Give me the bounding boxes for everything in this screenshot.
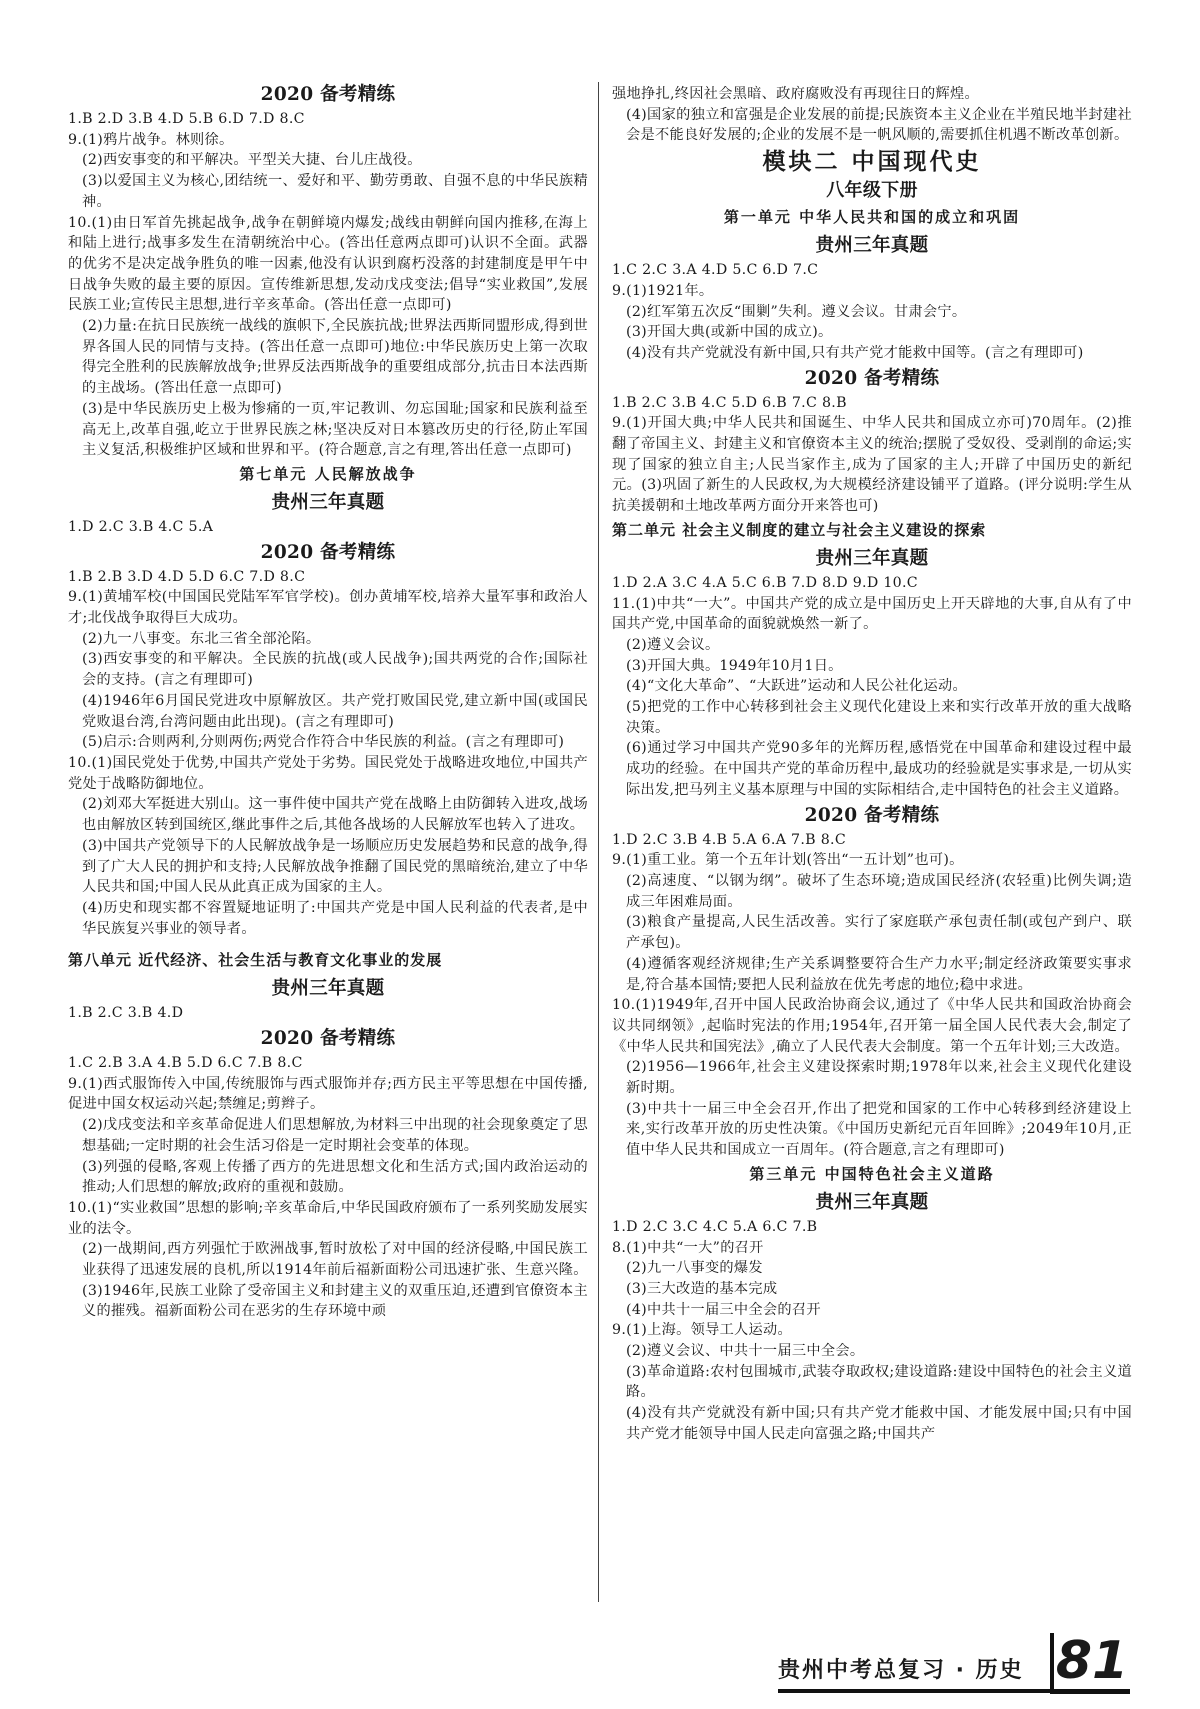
answer-line: (3)三大改造的基本完成	[626, 1280, 778, 1297]
heading: 八年级下册	[826, 180, 918, 202]
answer-line: (4)没有共产党就没有新中国,只有共产党才能救中国等。(言之有理即可)	[626, 344, 1084, 361]
answer-line: 9.(1)1921年。	[612, 282, 714, 299]
answer-line: (3)革命道路:农村包围城市,武装夺取政权;建设道路:建设中国特色的社会主义道路。	[626, 1363, 1132, 1401]
heading: 第七单元 人民解放战争	[239, 464, 417, 483]
heading: 2020 备考精练	[804, 367, 940, 389]
answer-line: (2)红军第五次反“围剿”失利。遵义会议。甘肃会宁。	[626, 303, 967, 320]
answer-line: (3)开国大典。1949年10月1日。	[626, 657, 843, 674]
answer-line: 8.(1)中共“一大”的召开	[612, 1239, 764, 1256]
answer-line: 9.(1)重工业。第一个五年计划(答出“一五计划”也可)。	[612, 852, 964, 869]
answer-line: (4)中共十一届三中全会的召开	[626, 1301, 821, 1318]
column-divider	[598, 82, 599, 1602]
answer-line: 9.(1)西式服饰传入中国,传统服饰与西式服饰并存;西方民主平等思想在中国传播,促进中国女权运动兴起;禁缠足;剪辫子。	[68, 1075, 588, 1113]
heading: 2020 备考精练	[260, 1028, 396, 1050]
answer-line: 1.C 2.B 3.A 4.B 5.D 6.C 7.B 8.C	[68, 1055, 303, 1072]
heading: 第二单元 社会主义制度的建立与社会主义建设的探索	[612, 520, 987, 539]
heading: 第三单元 中国特色社会主义道路	[749, 1164, 995, 1183]
answer-line: 10.(1)1949年,召开中国人民政治协商会议,通过了《中华人民共和国政治协商会议共同纲领》,起临时宪法的作用;1954年,召开第一届全国人民代表大会,制定了《中华人民共和国宪法》,确立了人民代表大会制度。第一个五年计划;三大改造。	[612, 997, 1132, 1055]
answer-line: (2)九一八事变的爆发	[626, 1260, 763, 1277]
heading: 第一单元 中华人民共和国的成立和巩固	[723, 208, 1021, 227]
answer-line: 1.D 2.C 3.B 4.B 5.A 6.A 7.B 8.C	[612, 831, 847, 848]
answer-line: (5)启示:合则两利,分则两伤;两党合作符合中华民族的利益。(言之有理即可)	[82, 734, 565, 751]
heading: 贵州三年真题	[815, 1191, 929, 1213]
answer-line: (4)没有共产党就没有新中国;只有共产党才能救中国、才能发展中国;只有中国共产党才能领导中国人民走向富强之路;中国共产	[626, 1405, 1132, 1442]
heading: 2020 备考精练	[260, 84, 396, 105]
heading: 2020 备考精练	[804, 804, 940, 826]
answer-line: (3)中国共产党领导下的人民解放战争是一场顺应历史发展趋势和民意的战争,得到了广大人民的拥护和支持;人民解放战争推翻了国民党的黑暗统治,建立了中华人民共和国;中国人民从此真正成为国家的主人。	[82, 837, 588, 896]
heading: 第八单元 近代经济、社会生活与教育文化事业的发展	[68, 951, 443, 970]
answer-line: (6)通过学习中国共产党90多年的光辉历程,感悟党在中国革命和建设过程中最成功的经验。在中国共产党的革命历程中,最成功的经验就是实事求是,一切从实际出发,把马列主义基本原理与中国的实际相结合,走中国特色的社会主义道路。	[626, 740, 1132, 798]
answer-line: 10.(1)国民党处于优势,中国共产党处于劣势。国民党处于战略进攻地位,中国共产党处于战略防御地位。	[68, 754, 588, 792]
answer-line: (4)历史和现实都不容置疑地证明了:中国共产党是中国人民利益的代表者,是中华民族复兴事业的领导者。	[82, 899, 588, 937]
answer-line: (2)遵义会议、中共十一届三中全会。	[626, 1343, 865, 1360]
answer-line: (3)列强的侵略,客观上传播了西方的先进思想文化和生活方式;国内政治运动的推动;人们思想的解放;政府的重视和鼓励。	[82, 1158, 588, 1196]
answer-line: (3)开国大典(或新中国的成立)。	[626, 324, 833, 341]
answer-line: 1.B 2.B 3.D 4.D 5.D 6.C 7.D 8.C	[68, 568, 306, 585]
footer-title: 贵州中考总复习 · 历史	[778, 1658, 1024, 1683]
answer-line: 10.(1)“实业救国”思想的影响;辛亥革命后,中华民国政府颁布了一系列奖励发展实业的法令。	[68, 1199, 588, 1237]
heading: 模块二 中国现代史	[762, 148, 982, 176]
left-column	[68, 80, 588, 1322]
heading: 贵州三年真题	[815, 547, 929, 569]
answer-line: 11.(1)中共“一大”。中国共产党的成立是中国历史上开天辟地的大事,自从有了中国共产党,中国革命的面貌就焕然一新了。	[612, 595, 1132, 633]
answer-line: (4)遵循客观经济规律;生产关系调整要符合生产力水平;制定经济政策要实事求是,符合基本国情;要把人民利益放在优先考虑的地位;稳中求进。	[626, 955, 1132, 993]
answer-line: (4)1946年6月国民党进攻中原解放区。共产党打败国民党,建立新中国(或国民党败退台湾,台湾问题由此出现)。(言之有理即可)	[82, 692, 588, 730]
answer-line: 1.D 2.C 3.B 4.C 5.A	[68, 518, 214, 535]
answer-line: (4)“文化大革命”、“大跃进”运动和人民公社化运动。	[626, 678, 967, 695]
answer-line: 9.(1)开国大典;中华人民共和国诞生、中华人民共和国成立亦可)70周年。(2)推翻了帝国主义、封建主义和官僚资本主义的统治;摆脱了受奴役、受剥削的命运;实现了国家的独立自主;人民当家作主,成为了国家的主人;开辟了中国历史的新纪元。(3)巩固了新生的人民政权,为大规模经济建设铺平了道路。(评分说明:学生从抗美援朝和土地改革两方面分开来答也可)	[612, 415, 1132, 515]
answer-line: (3)中共十一届三中全会召开,作出了把党和国家的工作中心转移到经济建设上来,实行改革开放的历史性决策。《中国历史新纪元百年回眸》;2049年10月,正值中华人民共和国成立一百周年。(符合题意,言之有理即可)	[626, 1100, 1132, 1159]
answer-line: (4)国家的独立和富强是企业发展的前提;民族资本主义企业在半殖民地半封建社会是不能良好发展的;企业的发展不是一帆风顺的,需要抓住机遇不断改革创新。	[626, 106, 1132, 144]
answer-line: (2)一战期间,西方列强忙于欧洲战事,暂时放松了对中国的经济侵略,中国民族工业获得了迅速发展的良机,所以1914年前后福新面粉公司迅速扩张、生意兴隆。	[82, 1241, 588, 1279]
answer-line: (3)1946年,民族工业除了受帝国主义和封建主义的双重压迫,还遭到官僚资本主义的摧残。福新面粉公司在恶劣的生存环境中顽	[82, 1282, 588, 1320]
answer-line: 9.(1)鸦片战争。林则徐。	[68, 131, 234, 148]
spacer	[68, 939, 588, 947]
answer-line: (5)把党的工作中心转移到社会主义现代化建设上来和实行改革开放的重大战略决策。	[626, 699, 1132, 736]
answer-line: (3)是中华民族历史上极为惨痛的一页,牢记教训、勿忘国耻;国家和民族利益至高无上,改革自强,屹立于世界民族之林;坚决反对日本篡改历史的行径,防止军国主义复活,积极维护区域和世界和平。(符合题意,言之有理,答出任意一点即可)	[82, 400, 588, 459]
heading: 贵州三年真题	[271, 978, 385, 1000]
right-column	[612, 84, 1132, 1445]
footer-rule	[778, 1689, 1050, 1693]
heading: 贵州三年真题	[815, 235, 929, 257]
answer-line: (2)戊戌变法和辛亥革命促进人们思想解放,为材料三中出现的社会现象奠定了思想基础;一定时期的社会生活习俗是一定时期社会变革的体现。	[82, 1117, 588, 1154]
heading: 2020 备考精练	[260, 541, 396, 563]
answer-line: (3)西安事变的和平解决。全民族的抗战(或人民战争);国共两党的合作;国际社会的支持。(言之有理即可)	[82, 651, 588, 689]
answer-line: 1.D 2.A 3.C 4.A 5.C 6.B 7.D 8.D 9.D 10.C	[612, 574, 918, 591]
answer-line: 1.B 2.C 3.B 4.C 5.D 6.B 7.C 8.B	[612, 394, 847, 411]
answer-line: 1.B 2.D 3.B 4.D 5.B 6.D 7.D 8.C	[68, 111, 305, 127]
answer-line: 10.(1)由日军首先挑起战争,战争在朝鲜境内爆发;战线由朝鲜向国内推移,在海上和陆上进行;战事多发生在清朝统治中心。(答出任意两点即可)认识不全面。武器的优劣不是决定战争胜负的唯一因素,他没有认识到腐朽没落的封建制度是甲午中日战争失败的最主要的原因。宣传维新思想,发动戊戌变法;倡导“实业救国”,发展民族工业;宣传民主思想,进行辛亥革命。(答出任意一点即可)	[68, 214, 588, 314]
answer-line: 1.D 2.C 3.C 4.C 5.A 6.C 7.B	[612, 1218, 818, 1235]
answer-line: 强地挣扎,终因社会黑暗、政府腐败没有再现往日的辉煌。	[612, 86, 979, 102]
answer-line: 1.C 2.C 3.A 4.D 5.C 6.D 7.C	[612, 262, 819, 279]
answer-line: (2)西安事变的和平解决。平型关大捷、台儿庄战役。	[82, 152, 422, 169]
page-footer	[778, 1633, 1138, 1697]
answer-line: (3)以爱国主义为核心,团结统一、爱好和平、勤劳勇敢、自强不息的中华民族精神。	[82, 173, 588, 210]
answer-line: 9.(1)上海。领导工人运动。	[612, 1322, 793, 1339]
answer-line: (2)力量:在抗日民族统一战线的旗帜下,全民族抗战;世界法西斯同盟形成,得到世界各国人民的同情与支持。(答出任意一点即可)地位:中华民族历史上第一次取得完全胜利的民族解放战争;世界反法西斯战争的重要组成部分,抗击日本法西斯的主战场。(答出任意一点即可)	[82, 318, 588, 397]
answer-line: (2)九一八事变。东北三省全部沦陷。	[82, 630, 321, 647]
heading: 贵州三年真题	[271, 491, 385, 513]
answer-line: (2)刘邓大军挺进大别山。这一事件使中国共产党在战略上由防御转入进攻,战场也由解放区转到国统区,继此事件之后,其他各战场的人民解放军也转入了进攻。	[82, 796, 588, 834]
answer-line: (3)粮食产量提高,人民生活改善。实行了家庭联产承包责任制(或包产到户、联产承包)。	[626, 914, 1132, 952]
page-number: 81	[1050, 1633, 1130, 1694]
answer-line: (2)1956—1966年,社会主义建设探索时期;1978年以来,社会主义现代化建设新时期。	[626, 1059, 1132, 1097]
answer-line: (2)遵义会议。	[626, 636, 720, 653]
answer-line: 9.(1)黄埔军校(中国国民党陆军军官学校)。创办黄埔军校,培养大量军事和政治人才;北伐战争取得巨大成功。	[68, 589, 588, 627]
answer-line: (2)高速度、“以钢为纲”。破坏了生态环境;造成国民经济(农轻重)比例失调;造成三年困难局面。	[626, 872, 1132, 910]
answer-line: 1.B 2.C 3.B 4.D	[68, 1005, 184, 1022]
